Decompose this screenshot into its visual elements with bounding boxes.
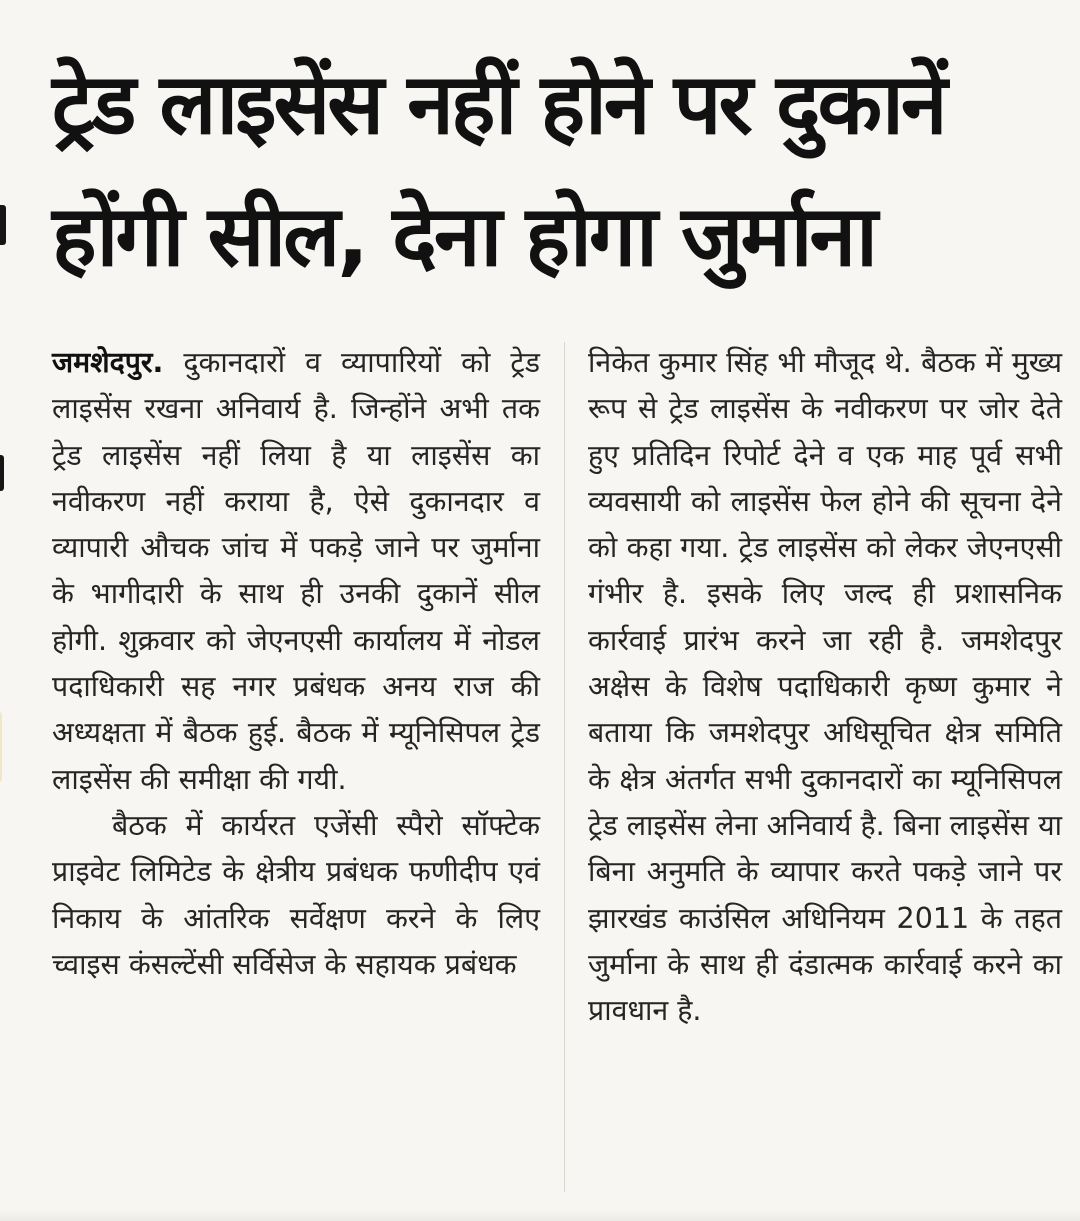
- headline: [52, 38, 1062, 302]
- headline-line-2: होंगी सील, देना होगा जुर्माना: [52, 187, 875, 285]
- article-paragraph: निकेत कुमार सिंह भी मौजूद थे. बैठक में मुख्य रूप से ट्रेड लाइसेंस के नवीकरण पर जोर देते हुए प्रतिदिन रिपोर्ट देने व एक माह पूर्व सभी व्यवसायी को लाइसेंस फेल होने की सूचना देने को कहा गया. ट्रेड लाइसेंस को लेकर जेएनएसी गंभीर है. इसके लिए जल्द ही प्रशासनिक कार्रवाई प्रारंभ करने जा रही है. जमशेदपुर अक्षेस के विशेष पदाधिकारी कृष्ण कुमार ने बताया कि जमशेदपुर अधिसूचित क्षेत्र समिति के क्षेत्र अंतर्गत सभी दुकानदारों का म्यूनिसिपल ट्रेड लाइसेंस लेना अनिवार्य है. बिना लाइसेंस या बिना अनुमति के व्यापार करते पकड़े जाने पर झारखंड काउंसिल अधिनियम 2011 के तहत जुर्माना के साथ ही दंडात्मक कार्रवाई करने का प्रावधान है.: [588, 346, 1062, 1028]
- column-divider: [564, 342, 565, 1192]
- article-paragraph: [52, 340, 540, 803]
- article-column-right: [588, 340, 1062, 1034]
- paragraph-text: दुकानदारों व व्यापारियों को ट्रेड लाइसेंस रखना अनिवार्य है. जिन्होंने अभी तक ट्रेड लाइसेंस नहीं लिया है या लाइसेंस का नवीकरण नहीं कराया है, ऐसे दुकानदार व व्यापारी औचक जांच में पकड़े जाने पर जुर्माना के भागीदारी के साथ ही उनकी दुकानें सील होगी. शुक्रवार को जेएनएसी कार्यालय में नोडल पदाधिकारी सह नगर प्रबंधक अनय राज की अध्यक्षता में बैठक हुई. बैठक में म्यूनिसिपल ट्रेड लाइसेंस की समीक्षा की गयी.: [52, 346, 541, 796]
- dateline: जमशेदपुर.: [52, 346, 164, 379]
- headline-line-1: ट्रेड लाइसेंस नहीं होने पर दुकानें: [52, 55, 945, 153]
- page-edge: [0, 1209, 1080, 1221]
- article-paragraph: बैठक में कार्यरत एजेंसी स्पैरो सॉफ्टेक प्राइवेट लिमिटेड के क्षेत्रीय प्रबंधक फणीदीप एवं निकाय के आंतरिक सर्वेक्षण करने के लिए च्वाइस कंसल्टेंसी सर्विसेज के सहायक प्रबंधक: [52, 808, 540, 981]
- clipped-edge-mark: [0, 712, 2, 782]
- clipped-edge-mark: [0, 205, 6, 245]
- article-column-left: [52, 340, 540, 988]
- clipped-edge-mark: [0, 455, 4, 491]
